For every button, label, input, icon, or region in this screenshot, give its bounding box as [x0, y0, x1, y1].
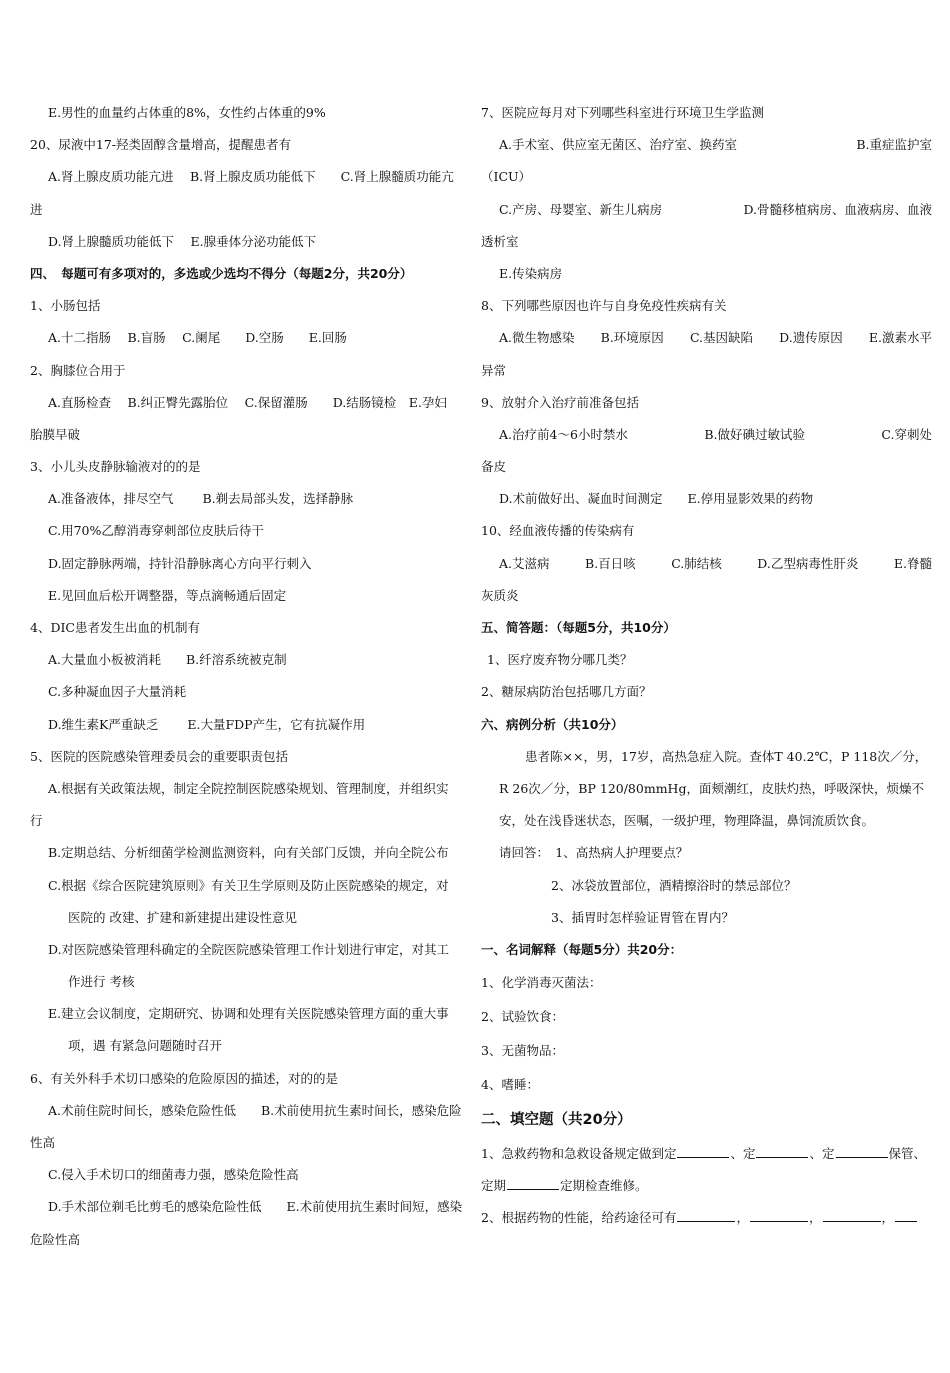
options-m6-de: D.手术部位剃毛比剪毛的感染危险性低 E.术前使用抗生素时间短，感染	[48, 1199, 463, 1215]
question-m10: 10、经血液传播的传染病有	[481, 523, 635, 539]
option-m10-c: C.肺结核	[671, 555, 722, 571]
fill-blank-1-text-d: 保管、	[888, 1146, 927, 1162]
options-m10	[481, 548, 936, 580]
option-m7-a: A.手术室、供应室无菌区、治疗室、换药室	[499, 137, 738, 153]
option-m9-b: B.做好碘过敏试验	[704, 426, 805, 442]
options-m2: A.直肠检查 B.纠正臀先露胎位 C.保留灌肠 D.结肠镜检 E.孕妇	[48, 394, 447, 410]
term-3: 3、无菌物品：	[481, 1043, 564, 1059]
question-m3: 3、小儿头皮静脉输液对的的是	[30, 459, 201, 475]
option-m9-c: C.穿刺处	[881, 426, 932, 442]
options-m7-ab-wrap: （ICU）	[481, 169, 532, 185]
section-two-title: 二、填空题（共20分）	[481, 1112, 632, 1129]
option-m8-e: E.激素水平	[868, 330, 932, 346]
option-m5-e: E.建立会议制度，定期研究、协调和处理有关医院感染管理方面的重大事	[48, 1006, 449, 1022]
term-4: 4、嗜睡：	[481, 1077, 539, 1093]
options-m3-ab: A.准备液体，排尽空气 B.剃去局部头发，选择静脉	[48, 491, 354, 507]
left-column	[30, 97, 472, 1256]
option-m8-a: A.微生物感染	[499, 330, 575, 346]
question-m2: 2、胸膝位合用于	[30, 362, 126, 378]
option-m5-d-wrap: 作进行 考核	[68, 974, 135, 990]
term-2: 2、试验饮食：	[481, 1009, 564, 1025]
question-m6: 6、有关外科手术切口感染的危险原因的描述，对的的是	[30, 1070, 338, 1086]
case-question-3: 3、插胃时怎样验证胃管在胃内？	[551, 909, 734, 925]
fill-blank-1-text-b: 、定	[730, 1146, 756, 1162]
option-m8-c: C.基因缺陷	[689, 330, 754, 346]
options-m6-ab-wrap: 性高	[30, 1135, 56, 1150]
option-m5-d: D.对医院感染管理科确定的全院医院感染管理工作计划进行审定，对其工	[48, 941, 450, 957]
right-column	[481, 97, 936, 1235]
fill-blank-1	[481, 1138, 936, 1170]
option-m5-c-wrap: 医院的 改建、扩建和新建提出建设性意见	[68, 909, 297, 925]
question-m7: 7、医院应每月对下列哪些科室进行环境卫生学监测	[481, 105, 764, 120]
fill-blank-1-text-e: 定期	[481, 1178, 507, 1194]
fill-blank-2-sep-2: ，	[808, 1210, 822, 1226]
option-m8-b: B.环境原因	[600, 330, 664, 346]
options-m1: A.十二指肠 B.盲肠 C.阑尾 D.空肠 E.回肠	[48, 330, 347, 346]
blank-line[interactable]	[836, 1156, 888, 1158]
case-question-1: 请回答： 1、高热病人护理要点？	[499, 845, 689, 861]
options-m2-wrap: 胎膜早破	[30, 426, 81, 442]
option-m5-a: A.根据有关政策法规，制定全院控制医院感染规划、管理制度，并组织实	[48, 780, 449, 796]
term-1: 1、化学消毒灭菌法：	[481, 975, 602, 991]
option-m8-d: D.遗传原因	[779, 330, 843, 346]
section-five-title: 五、简答题：（每题5分，共10分）	[481, 620, 676, 635]
option-m7-c: C.产房、母婴室、新生儿病房	[499, 201, 663, 217]
option-m5-c: C.根据《综合医院建筑原则》有关卫生学原则及防止医院感染的规定，对	[48, 877, 449, 893]
options-m7-cd	[481, 194, 936, 226]
blank-line[interactable]	[677, 1220, 735, 1222]
option-m5-b: B.定期总结、分析细菌学检测监测资料，向有关部门反馈，并向全院公布	[48, 845, 449, 861]
fill-blank-2-text-a: 2、根据药物的性能，给药途径可有	[481, 1210, 677, 1226]
option-m6-c: C.侵入手术切口的细菌毒力强，感染危险性高	[48, 1167, 299, 1183]
options-m8	[481, 322, 936, 354]
options-m8-wrap: 异常	[481, 362, 507, 378]
options-20-de: D.肾上腺髓质功能低下 E.腺垂体分泌功能低下	[48, 233, 317, 249]
options-m9-de: D.术前做好出、凝血时间测定 E.停用显影效果的药物	[499, 491, 814, 507]
options-m4-de: D.维生素K严重缺乏 E.大量FDP产生，它有抗凝作用	[48, 716, 366, 732]
options-20-wrap: 进	[30, 201, 43, 217]
fill-blank-2	[481, 1202, 936, 1234]
option-m5-a-wrap: 行	[30, 813, 43, 829]
fill-blank-2-sep-1: ，	[736, 1210, 749, 1226]
options-m6-de-wrap: 危险性高	[30, 1231, 81, 1247]
question-m1: 1、小肠包括	[30, 298, 101, 314]
section-four-title: 四、 每题可有多项对的，多选或少选均不得分（每题2分，共20分）	[30, 265, 413, 281]
option-m3-e: E.见回血后松开调整器，等点滴畅通后固定	[48, 587, 287, 603]
short-question-2: 2、糖尿病防治包括哪几方面？	[481, 684, 652, 700]
option-m5-e-wrap: 项，遇 有紧急问题随时召开	[68, 1038, 222, 1054]
case-text-3: 安，处在浅昏迷状态，医嘱，一级护理，物理降温，鼻饲流质饮食。	[499, 813, 875, 829]
blank-line[interactable]	[823, 1220, 881, 1222]
fill-blank-1-text-c: 、定	[809, 1146, 835, 1162]
option-m4-c: C.多种凝血因子大量消耗	[48, 684, 187, 700]
short-question-1: 1、医疗废弃物分哪几类？	[487, 652, 633, 668]
options-m7-cd-wrap: 透析室	[481, 233, 519, 249]
option-m9-a: A.治疗前4～6小时禁水	[499, 426, 628, 442]
options-m4-ab: A.大量血小板被消耗 B.纤溶系统被克制	[48, 652, 287, 668]
options-m9-abc	[481, 419, 936, 451]
case-text-2: R 26次／分，BP 120/80mmHg，面颊潮红，皮肤灼热，呼吸深快，烦燥不	[499, 780, 924, 796]
option-m7-d: D.骨髓移植病房、血液病房、血液	[743, 201, 932, 217]
option-m7-e: E.传染病房	[499, 265, 563, 281]
option-m3-c: C.用70%乙醇消毒穿刺部位皮肤后待干	[48, 523, 264, 539]
fill-blank-1-text-f: 定期检查维修。	[560, 1178, 648, 1194]
fill-blank-2-sep-3: ，	[881, 1210, 895, 1226]
blank-line[interactable]	[756, 1156, 808, 1158]
question-m5: 5、医院的医院感染管理委员会的重要职责包括	[30, 748, 288, 764]
fill-blank-1-text-a: 1、急救药物和急救设备规定做到定	[481, 1146, 677, 1162]
fill-blank-1-wrap	[481, 1170, 936, 1202]
blank-line[interactable]	[507, 1188, 559, 1190]
options-m6-ab: A.术前住院时间长，感染危险性低 B.术前使用抗生素时间长，感染危险	[48, 1102, 462, 1118]
blank-line[interactable]	[677, 1156, 729, 1158]
question-20: 20、尿液中17-羟类固醇含量增高，提醒患者有	[30, 137, 292, 153]
option-text: E.男性的血量约占体重的8%，女性约占体重的9%	[48, 105, 326, 120]
options-m9-c-wrap: 备皮	[481, 459, 507, 475]
option-m3-d: D.固定静脉两端，持针沿静脉离心方向平行刺入	[48, 555, 312, 571]
question-m9: 9、放射介入治疗前准备包括	[481, 394, 639, 410]
question-m8: 8、下列哪些原因也许与自身免疫性疾病有关	[481, 298, 727, 314]
case-question-2: 2、冰袋放置部位，酒精擦浴时的禁忌部位？	[551, 877, 797, 893]
option-m10-b: B.百日咳	[585, 555, 636, 571]
option-m10-e: E.脊髓	[893, 555, 932, 571]
question-m4: 4、DIC患者发生出血的机制有	[30, 620, 200, 635]
section-six-title: 六、病例分析（共10分）	[481, 716, 624, 732]
options-m10-wrap: 灰质炎	[481, 587, 519, 603]
option-m10-d: D.乙型病毒性肝炎	[757, 555, 859, 571]
case-text-1: 患者陈××，男，17岁，高热急症入院。查体T 40.2℃，P 118次／分，	[525, 748, 928, 764]
blank-line[interactable]	[750, 1220, 808, 1222]
options-20: A.肾上腺皮质功能亢进 B.肾上腺皮质功能低下 C.肾上腺髓质功能亢	[48, 169, 454, 185]
section-one-title: 一、名词解释（每题5分）共20分：	[481, 941, 683, 957]
options-m7-ab	[481, 129, 936, 161]
blank-line[interactable]	[895, 1220, 917, 1222]
option-m10-a: A.艾滋病	[499, 555, 550, 571]
option-m7-b: B.重症监护室	[856, 137, 932, 153]
